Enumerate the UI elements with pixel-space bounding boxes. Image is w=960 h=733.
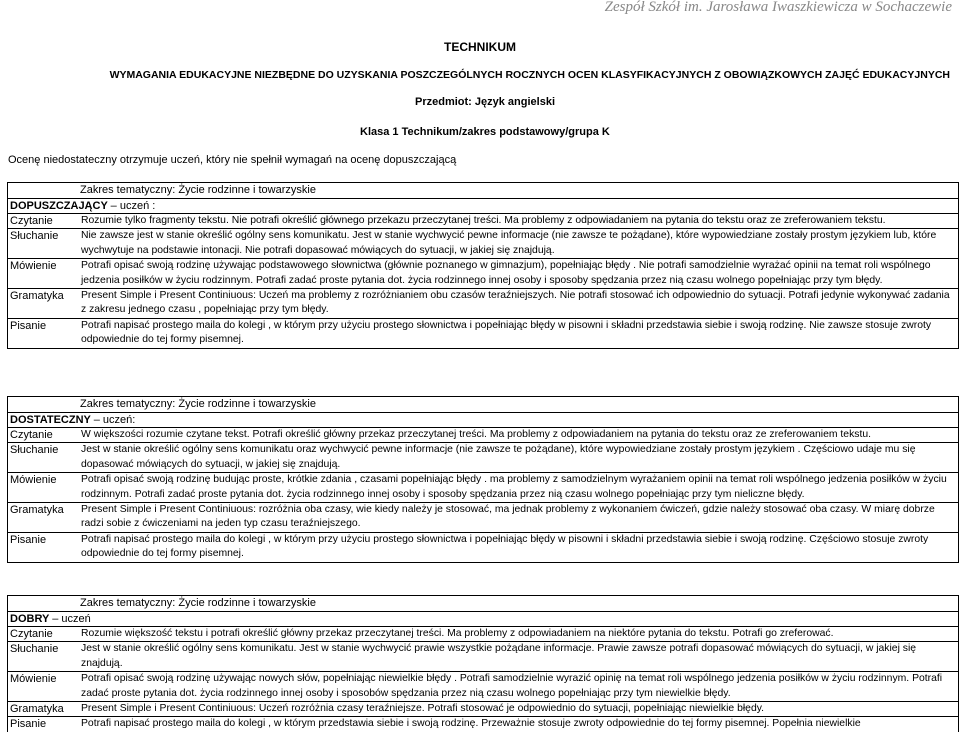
skill-label: Słuchanie: [10, 643, 59, 656]
table-row: [8, 717, 958, 731]
skill-description: Potrafi opisać swoją rodzinę używając nowych słów, popełniając niewielkie błędy . Potrafi samodzielnie wyrazić opinię na temat roli wspólnego jedzenia posiłków w życiu rodzinnym. Potrafi zadać proste pytania dot. życia rodzinnego innej osoby i sposobów spędzania przez nią czasu wolnego popełniając przy tym niewielkie błędy.: [81, 673, 943, 699]
skill-label: Mówienie: [10, 260, 57, 273]
skill-description: Potrafi napisać prostego maila do kolegi , w którym przy użyciu prostego słownictwa i popełniając błędy w pisowni i składni przedstawia siebie i swoją rodzinę. Częściowo stosuje zwroty odpowiednie do tej formy pisemnej.: [81, 533, 929, 560]
table-row: [8, 702, 958, 717]
skill-description: Present Simple i Present Continiuous: rozróżnia oba czasy, wie kiedy należy je stosować, ma jednak problemy z wykonaniem ćwiczeń, gdzie należy stosować oba czasy. W miarę dobrze radzi sobie z ćwiczeniami na jeden typ czasu teraźniejszego.: [81, 504, 935, 530]
table-row: [8, 443, 958, 473]
skill-label: Gramatyka: [10, 290, 64, 303]
table-row: [8, 473, 958, 503]
topic-row: Zakres tematyczny: Życie rodzinne i towarzyskie: [8, 596, 958, 612]
table-row: [8, 533, 958, 563]
skill-description: Potrafi napisać prostego maila do kolegi , w którym przedstawia siebie i swoją rodzinę. Przeważnie stosuje zwroty odpowiednie do tej formy pisemnej. Popełnia niewielkie: [81, 718, 861, 730]
subject-line: Przedmiot: Język angielski: [415, 96, 555, 108]
table-row: [8, 503, 958, 533]
skill-description: Present Simple i Present Continiuous: Uczeń ma problemy z rozróżnianiem obu czasów teraźniejszych. Nie potrafi stosować ich odpowiednio do sytuacji. Potrafi jedynie wykonywać zadania z zakresu jednego czasu , popełniając przy tym błędy.: [81, 290, 950, 316]
skill-label: Słuchanie: [10, 444, 59, 457]
grade-level-suffix: – uczeń:: [93, 414, 136, 426]
grade-level-suffix: – uczeń: [52, 613, 91, 625]
topic-row: Zakres tematyczny: Życie rodzinne i towarzyskie: [8, 183, 958, 199]
skill-description: Nie zawsze jest w stanie określić ogólny sens komunikatu. Jest w stanie wychwycić pewne informacje (nie zawsze te pożądane), które wypowiedziane zostały prostym językiem lub, które wychwytuje na podstawie intonacji. Nie potrafi dopasować mówiących do sytuacji, w jakiej się znajdują.: [81, 230, 937, 256]
skill-label: Pisanie: [10, 533, 47, 546]
skill-description: W większości rozumie czytane tekst. Potrafi określić główny przekaz przeczytanej treści. Ma problemy z odpowiadaniem na pytania do tekstu oraz ze zreferowaniem tekstu.: [81, 429, 872, 440]
table-row: [8, 627, 958, 642]
requirements-table-dostateczny: [7, 396, 959, 563]
table-row: [8, 319, 958, 349]
grade-level-suffix: – uczeń :: [110, 200, 156, 212]
grade-level-row: [8, 199, 958, 214]
table-row: [8, 229, 958, 259]
skill-description: Potrafi opisać swoją rodzinę używając podstawowego słownictwa (głównie poznanego w gimnazjum), popełniając błędy . Nie potrafi samodzielnie wyrażać opinii na temat roli wspólnego jedzenia posiłków w życiu rodzinnym. Potrafi zadać proste pytania dot. życia rodzinnego innej osoby i sposoby spędzania przez nią czasu wolnego popełniając przy tym błędy.: [81, 260, 931, 286]
grade-level-row: [8, 413, 958, 428]
grade-level: DOPUSZCZAJĄCY: [10, 200, 108, 212]
skill-label: Mówienie: [10, 474, 57, 487]
skill-description: Jest w stanie określić ogólny sens komunikatu. Jest w stanie wychwycić prawie wszystkie pożądane informacje. Prawie zawsze potrafi dopasować mówiących do sytuacji, w jakiej się znajdują.: [81, 643, 917, 669]
table-row: [8, 214, 958, 229]
grade-level: DOSTATECZNY: [10, 414, 91, 426]
table-row: [8, 642, 958, 672]
skill-description: Present Simple i Present Continiuous: Uczeń rozróżnia czasy teraźniejsze. Potrafi stosować je odpowiednio do sytuacji, popełniając niewielkie błędy.: [81, 703, 765, 715]
class-line: Klasa 1 Technikum/zakres podstawowy/grupa K: [360, 126, 610, 138]
table-row: [8, 428, 958, 443]
skill-label: Pisanie: [10, 319, 47, 332]
topic-row: Zakres tematyczny: Życie rodzinne i towarzyskie: [8, 397, 958, 413]
skill-label: Gramatyka: [10, 504, 64, 517]
skill-description: Rozumie tylko fragmenty tekstu. Nie potrafi określić głównego przekazu przeczytanej treści. Ma problemy z odpowiadaniem na pytania do tekstu oraz ze zreferowaniem tekstu.: [81, 215, 886, 226]
page-title: TECHNIKUM: [444, 40, 516, 54]
grade-level: DOBRY: [10, 613, 50, 625]
table-row: [8, 672, 958, 702]
skill-label: Mówienie: [10, 673, 57, 686]
intro-text: Ocenę niedostateczny otrzymuje uczeń, który nie spełnił wymagań na ocenę dopuszczającą: [8, 154, 457, 166]
skill-description: Potrafi napisać prostego maila do kolegi , w którym przy użyciu prostego słownictwa i popełniając błędy w pisowni i składni przedstawia siebie i swoją rodzinę. Nie zawsze stosuje zwroty odpowiednie do tej formy pisemnej.: [81, 319, 932, 346]
skill-label: Słuchanie: [10, 230, 59, 243]
requirements-table-dobry: [7, 595, 959, 732]
page-subtitle: WYMAGANIA EDUKACYJNE NIEZBĘDNE DO UZYSKANIA POSZCZEGÓLNYCH ROCZNYCH OCEN KLASYFIKACYJNYCH Z OBOWIĄZKOWYCH ZAJĘĆ EDUKACYJNYCH: [109, 69, 950, 81]
skill-label: Pisanie: [10, 718, 47, 731]
skill-label: Gramatyka: [10, 703, 64, 716]
skill-description: Jest w stanie określić ogólny sens komunikatu oraz wychwycić pewne informacje (nie zawsze te pożądane), które wypowiedziane zostały prostym językiem . Częściowo udaje mu się dopasować mówiących do sytuacji, w jakiej się znajdują.: [81, 444, 916, 470]
table-row: [8, 259, 958, 289]
skill-description: Rozumie większość tekstu i potrafi określić główny przekaz przeczytanej treści. Ma problemy z odpowiadaniem na niektóre pytania do tekstu. Potrafi go zreferować.: [81, 628, 834, 639]
skill-label: Czytanie: [10, 628, 53, 640]
skill-label: Czytanie: [10, 429, 53, 441]
table-row: [8, 289, 958, 319]
skill-label: Czytanie: [10, 215, 53, 227]
requirements-table-dopuszczajacy: [7, 182, 959, 349]
skill-description: Potrafi opisać swoją rodzinę budując proste, krótkie zdania , czasami popełniając błędy . ma problemy z samodzielnym wyrażaniem opinii na temat roli wspólnego jedzenia posiłków w życiu rodzinnym. Potrafi zadać proste pytania dot. życia rodzinnego innej osoby i sposoby spędzania przez nią czasu wolnego popełniając przy tym nieliczne błędy.: [81, 474, 947, 500]
school-name: Zespół Szkół im. Jarosława Iwaszkiewicza w Sochaczewie: [604, 0, 952, 15]
grade-level-row: [8, 612, 958, 627]
